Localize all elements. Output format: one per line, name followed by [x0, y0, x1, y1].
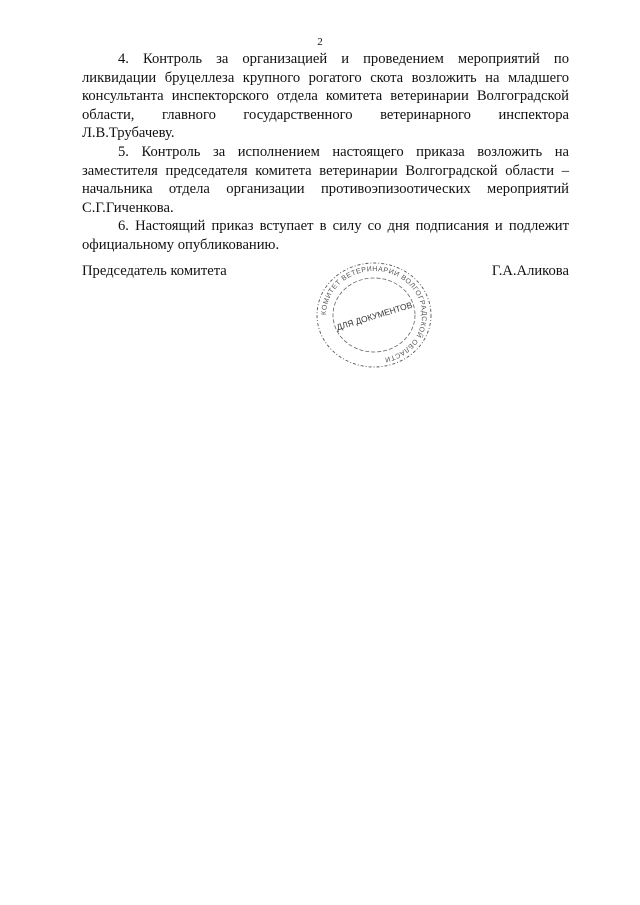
- signatory-name: Г.А.Аликова: [491, 263, 569, 279]
- paragraph-4: 4. Контроль за организацией и проведением мероприятий по ликвидации бруцеллеза крупного рогатого скота возложить на младшего консультанта инспекторского отдела комитета ветеринарии Волгоградской области, главного государственного ветеринарного инспектора Л.В.Трубачеву.: [82, 51, 569, 142]
- paragraph-6: 6. Настоящий приказ вступает в силу со дня подписания и подлежит официальному опубликованию.: [82, 218, 569, 253]
- stamp-center-text: ДЛЯ ДОКУМЕНТОВ: [335, 299, 414, 333]
- page-number: 2: [317, 36, 323, 48]
- paragraph-5: 5. Контроль за исполнением настоящего приказа возложить на заместителя председателя комитета ветеринарии Волгоградской области – начальника отдела организации противоэпизоотических мероприятий С.Г.Гиченкова.: [82, 143, 569, 216]
- official-stamp: [312, 258, 436, 372]
- stamp-ring-textpath: КОМИТЕТ ВЕТЕРИНАРИИ ВОЛГОГРАДСКОЙ ОБЛАСТИ: [320, 265, 428, 363]
- document-body: [82, 50, 569, 255]
- signatory-title: Председатель комитета: [82, 263, 227, 279]
